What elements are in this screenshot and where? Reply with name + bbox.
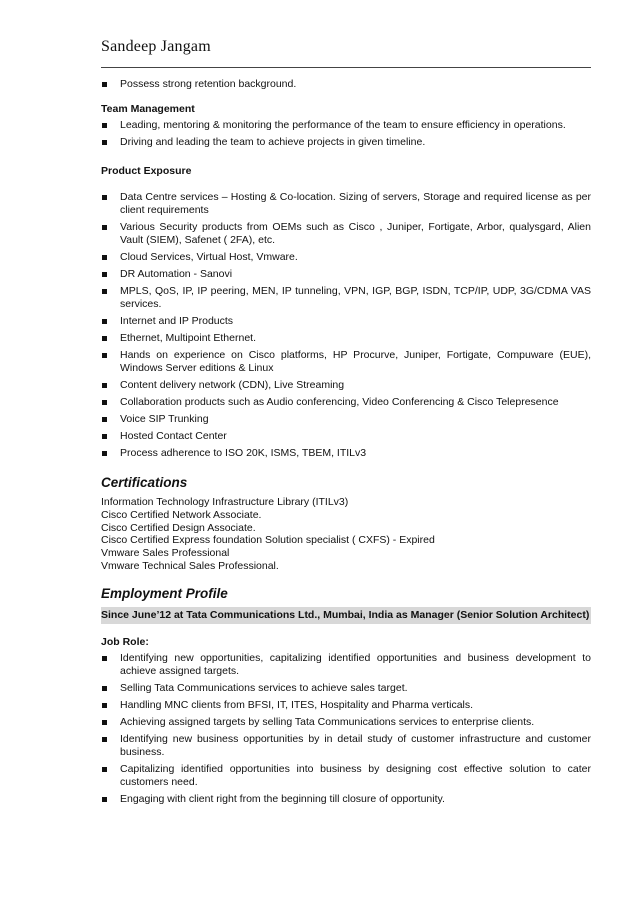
product-exposure-list <box>101 191 591 460</box>
certifications-list <box>101 496 591 573</box>
list-item: Collaboration products such as Audio conferencing, Video Conferencing & Cisco Telepresence <box>101 396 591 409</box>
job-role-heading: Job Role: <box>101 635 149 648</box>
list-item: Hands on experience on Cisco platforms, HP Procurve, Juniper, Fortigate, Compuware (EUE), Windows Server editions & Linux <box>101 349 591 375</box>
list-item: Content delivery network (CDN), Live Streaming <box>101 379 591 392</box>
product-exposure-heading: Product Exposure <box>101 165 192 177</box>
team-management-list <box>101 119 591 149</box>
certification-line: Information Technology Infrastructure Library (ITILv3) <box>101 496 349 508</box>
list-item: Possess strong retention background. <box>101 78 591 91</box>
certification-line: Cisco Certified Network Associate. <box>101 508 262 521</box>
list-item: Internet and IP Products <box>101 315 591 328</box>
header-divider <box>101 67 591 68</box>
list-item: Ethernet, Multipoint Ethernet. <box>101 332 591 345</box>
certification-line: Cisco Certified Express foundation Solution specialist ( CXFS) - Expired <box>101 534 435 547</box>
header-name: Sandeep Jangam <box>101 38 211 55</box>
certifications-heading: Certifications <box>101 475 188 490</box>
list-item: Identifying new business opportunities by in detail study of customer infrastructure and customer business. <box>101 733 591 759</box>
certification-line: Vmware Technical Sales Professional. <box>101 559 279 572</box>
list-item: Engaging with client right from the beginning till closure of opportunity. <box>101 793 591 806</box>
list-item: Capitalizing identified opportunities into business by designing cost effective solution to cater customers need. <box>101 763 591 789</box>
list-item: Data Centre services – Hosting & Co-location. Sizing of servers, Storage and required license as per client requirements <box>101 191 591 217</box>
resume-content <box>101 78 591 810</box>
list-item: Cloud Services, Virtual Host, Vmware. <box>101 251 591 264</box>
list-item: Handling MNC clients from BFSI, IT, ITES, Hospitality and Pharma verticals. <box>101 699 591 712</box>
list-item: Driving and leading the team to achieve projects in given timeline. <box>101 136 591 149</box>
job-role-list <box>101 652 591 806</box>
list-item: Achieving assigned targets by selling Tata Communications services to enterprise clients. <box>101 716 591 729</box>
list-item: Selling Tata Communications services to achieve sales target. <box>101 682 591 695</box>
list-item: MPLS, QoS, IP, IP peering, MEN, IP tunneling, VPN, IGP, BGP, ISDN, TCP/IP, UDP, 3G/CDMA VAS services. <box>101 285 591 311</box>
certification-line: Vmware Sales Professional <box>101 547 230 560</box>
list-item: Various Security products from OEMs such as Cisco , Juniper, Fortigate, Arbor, qualysgard, Alien Vault (SIEM), Safenet ( 2FA), etc. <box>101 221 591 247</box>
team-management-heading: Team Management <box>101 103 195 115</box>
list-item: Hosted Contact Center <box>101 430 591 443</box>
intro-bullet-list <box>101 78 591 91</box>
list-item: Process adherence to ISO 20K, ISMS, TBEM, ITILv3 <box>101 447 591 460</box>
list-item: Leading, mentoring & monitoring the performance of the team to ensure efficiency in operations. <box>101 119 591 132</box>
list-item: Identifying new opportunities, capitalizing identified opportunities and business development to achieve assigned targets. <box>101 652 591 678</box>
certification-line: Cisco Certified Design Associate. <box>101 521 256 534</box>
list-item: DR Automation - Sanovi <box>101 268 591 281</box>
position-banner: Since June’12 at Tata Communications Ltd., Mumbai, India as Manager (Senior Solution Architect) <box>101 607 591 624</box>
employment-profile-heading: Employment Profile <box>101 585 228 601</box>
list-item: Voice SIP Trunking <box>101 413 591 426</box>
